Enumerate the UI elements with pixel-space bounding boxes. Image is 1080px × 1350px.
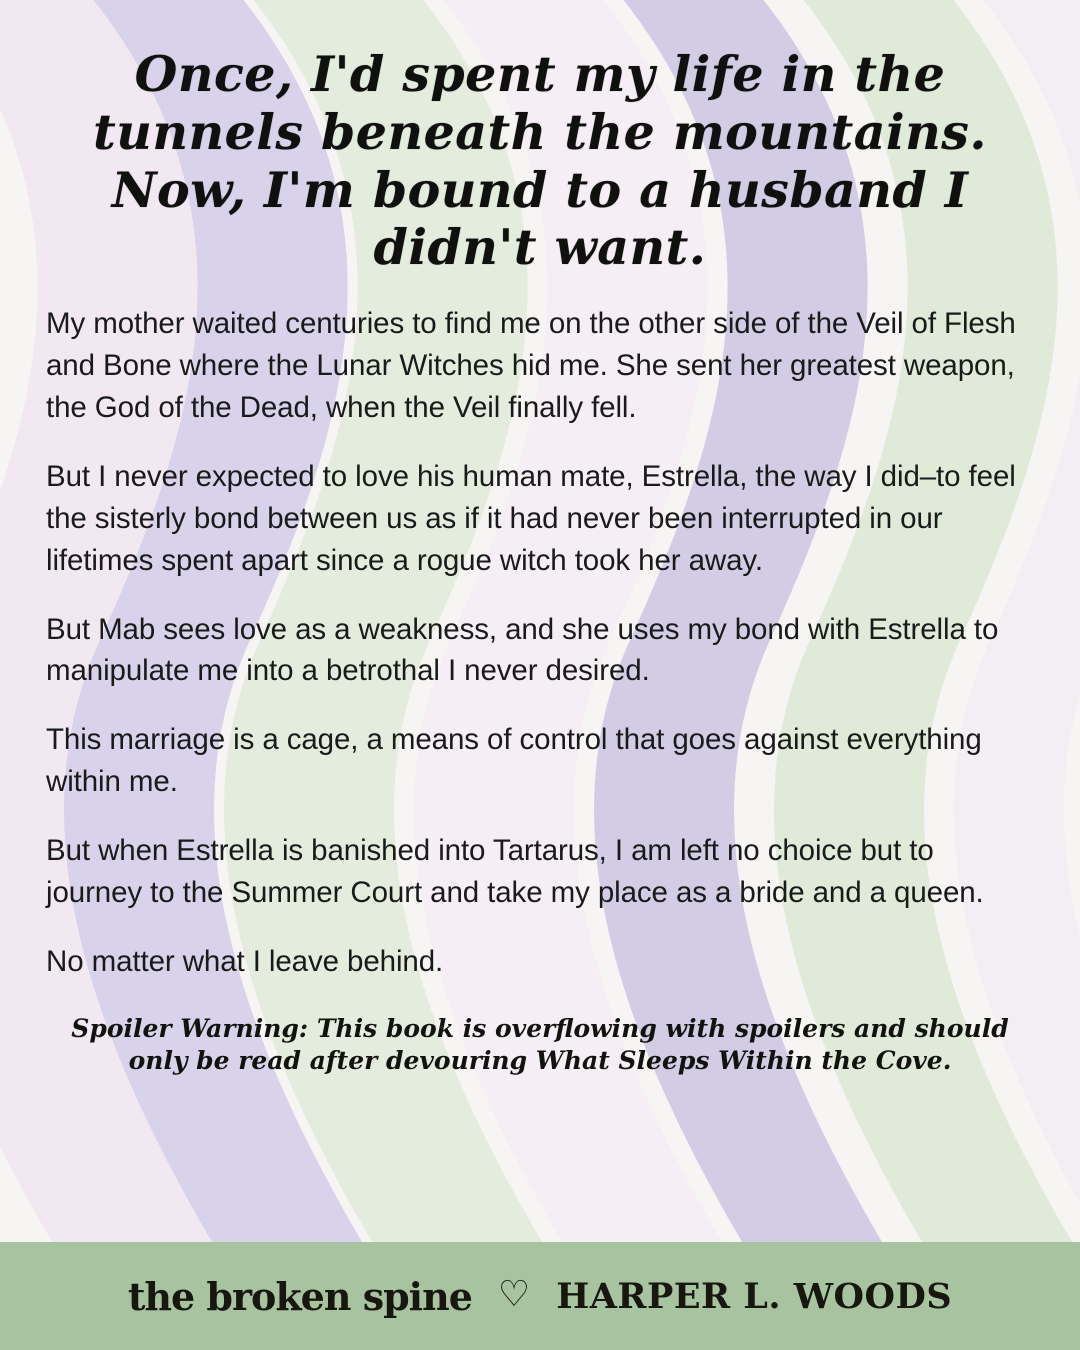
synopsis-paragraph: But I never expected to love his human mate, Estrella, the way I did–to feel the sisterly bond between us as if it had never been interrupted in our lifetimes spent apart since a rogue witch took her away. (46, 459, 1016, 577)
synopsis-paragraph: But Mab sees love as a weakness, and she uses my bond with Estrella to manipulate me into a betrothal I never desired. (46, 612, 999, 688)
synopsis-paragraph: No matter what I leave behind. (46, 944, 444, 978)
author-name: HARPER L. WOODS (556, 1275, 953, 1317)
synopsis-paragraph: My mother waited centuries to find me on the other side of the Veil of Flesh and Bone where the Lunar Witches hid me. She sent her greatest weapon, the God of the Dead, when the Veil finally fell. (46, 307, 1016, 424)
spoiler-warning: Spoiler Warning: This book is overflowing with spoilers and should only be read after devouring What Sleeps Within the Cove. (71, 1013, 1009, 1076)
synopsis-body (0, 303, 1080, 982)
heart-outline-icon: ♡ (497, 1273, 531, 1314)
synopsis-paragraph: But when Estrella is banished into Tartarus, I am left no choice but to journey to the Summer Court and take my place as a bride and a queen. (46, 834, 984, 909)
brand-name: the broken spine (127, 1273, 472, 1319)
footer-bar (0, 1242, 1080, 1350)
synopsis-paragraph: This marriage is a cage, a means of control that goes against everything within me. (46, 723, 982, 799)
page-title: Once, I'd spent my life in the tunnels beneath the mountains. Now, I'm bound to a husband I didn't want. (93, 45, 987, 277)
